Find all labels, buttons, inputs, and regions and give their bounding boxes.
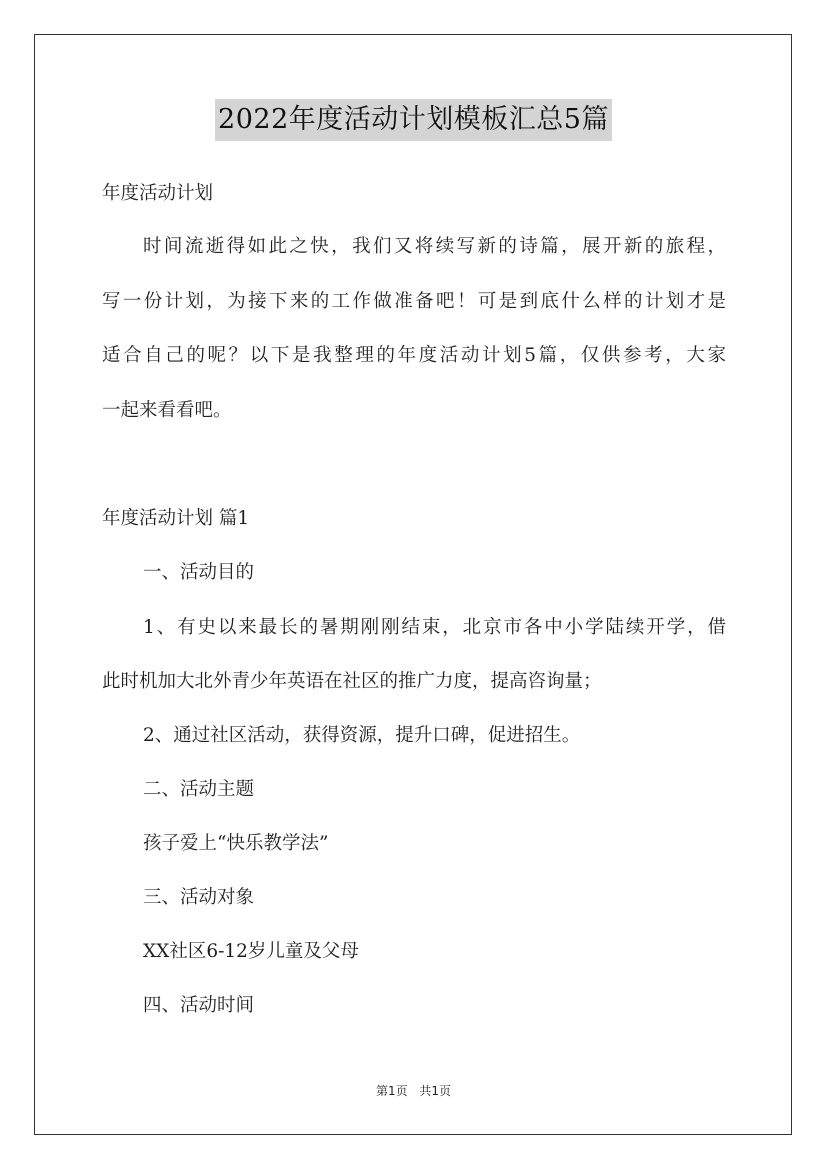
intro-line-4: 一起来看看吧。 <box>102 400 232 421</box>
title-container <box>0 99 827 141</box>
page-number: 第1页 <box>375 1084 408 1098</box>
target-heading: 三、活动对象 <box>143 887 255 908</box>
document-title: 2022年度活动计划模板汇总5篇 <box>215 99 612 141</box>
intro-line-2: 写一份计划，为接下来的工作做准备吧！可是到底什么样的计划才是 <box>102 291 726 312</box>
purpose-1-line-2: 此时机加大北外青少年英语在社区的推广力度，提高咨询量； <box>102 671 602 692</box>
purpose-1-line-1: 1、有史以来最长的暑期刚刚结束，北京市各中小学陆续开学，借 <box>143 617 726 638</box>
target-text: XX社区6-12岁儿童及父母 <box>143 941 359 962</box>
section-title: 年度活动计划 篇1 <box>102 508 250 529</box>
theme-heading: 二、活动主题 <box>143 779 255 800</box>
page-footer <box>0 1082 827 1100</box>
document-heading: 年度活动计划 <box>102 183 214 204</box>
theme-text: 孩子爱上“快乐教学法” <box>143 833 329 854</box>
purpose-heading: 一、活动目的 <box>143 562 255 583</box>
page-total: 共1页 <box>419 1084 452 1098</box>
intro-line-3: 适合自己的呢？以下是我整理的年度活动计划5篇，仅供参考，大家 <box>102 345 726 366</box>
purpose-2: 2、通过社区活动，获得资源，提升口碑，促进招生。 <box>143 725 581 746</box>
time-heading: 四、活动时间 <box>143 995 255 1016</box>
intro-line-1: 时间流逝得如此之快，我们又将续写新的诗篇，展开新的旅程， <box>143 236 726 257</box>
